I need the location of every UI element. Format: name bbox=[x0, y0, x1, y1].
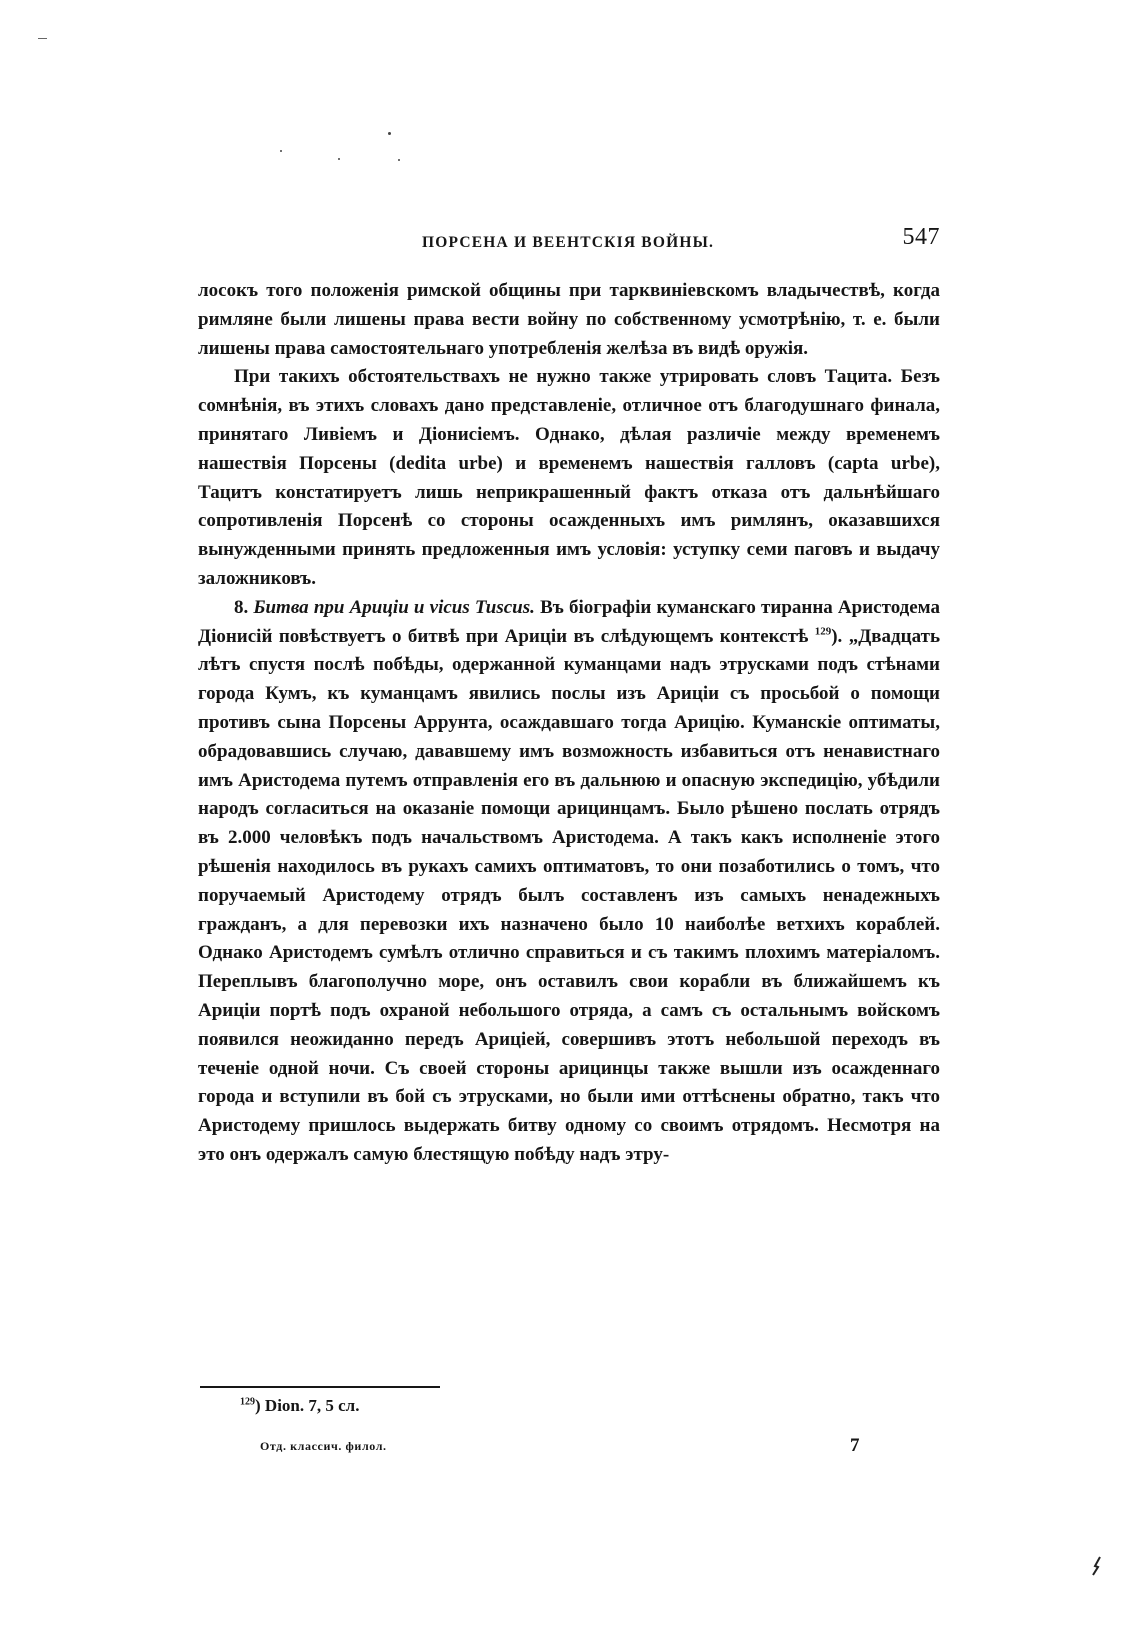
scan-speck bbox=[280, 150, 282, 152]
running-head bbox=[198, 222, 940, 256]
scan-artifact-dash bbox=[38, 38, 47, 39]
footnote-reference: 129 bbox=[814, 625, 832, 638]
signature-text: Отд. классич. филол. bbox=[260, 1439, 387, 1453]
scan-corner-mark bbox=[1092, 1556, 1102, 1576]
scan-speck bbox=[338, 158, 340, 160]
footnote bbox=[240, 1395, 359, 1417]
paragraph-1: лосокъ того положенія римской общины при тарквиніевскомъ владычествѣ, когда римляне были лишены права вести войну по собственному усмотрѣнію, т. е. были лишены права самостоятельнаго употребленія желѣза въ видѣ оружія. bbox=[198, 280, 940, 359]
signature-mark: 7 bbox=[850, 1435, 860, 1456]
paragraph-3 bbox=[198, 594, 940, 1170]
footnote-text: ) Dion. 7, 5 сл. bbox=[255, 1396, 360, 1415]
signature-line bbox=[198, 1435, 940, 1461]
paragraph-3-text-b: ). „Двадцать лѣтъ спустя послѣ побѣды, одержанной куманцами надъ этрусками подъ стѣнами города Кумъ, къ куманцамъ явились послы изъ Ариціи съ просьбой о помощи противъ сына Порсены Аррунта, осаждавшаго тогда Арицію. Куманскіе оптиматы, обрадовавшись случаю, дававшему имъ возможность избавиться отъ ненавистнаго имъ Аристодема путемъ отправленія его въ дальнюю и опасную экспедицію, убѣдили народъ согласиться на оказаніе помощи арицинцамъ. Было рѣшено послать отрядъ въ 2.000 человѣкъ подъ начальствомъ Аристодема. А такъ какъ исполненіе этого рѣшенія находилось въ рукахъ самихъ оптиматовъ, то они позаботились о томъ, что поручаемый Аристодему отрядъ былъ составленъ изъ самыхъ ненадежныхъ гражданъ, а для перевозки ихъ назначено было 10 наиболѣе ветхихъ кораблей. Однако Аристодемъ сумѣлъ отлично справиться и съ такимъ плохимъ матеріаломъ. Переплывъ благополучно море, онъ оставилъ свои корабли въ ближайшемъ къ Ариціи портѣ подъ охраной небольшого отряда, а самъ съ остальнымъ войскомъ появился неожиданно передъ Ариціей, совершивъ этотъ небольшой переходъ въ теченіе одной ночи. Съ своей стороны арицинцы также вышли изъ осажденнаго города и вступили въ бой съ этрусками, но были ими оттѣснены обратно, такъ что Аристодему пришлось выдержать битву одному со своимъ отрядомъ. Несмотря на это онъ одержалъ самую блестящую побѣду надъ этру- bbox=[198, 625, 941, 1165]
page-number: 547 bbox=[902, 224, 940, 250]
footnote-divider bbox=[200, 1386, 440, 1388]
scan-speck bbox=[388, 132, 391, 135]
paragraph-3-text-a: Въ біографіи куманскаго тиранна Аристодема Діонисій повѣствуетъ о битвѣ при Ариціи въ слѣдующемъ контекстѣ bbox=[198, 596, 940, 647]
running-head-title: ПОРСЕНА И ВЕЕНТСКІЯ ВОЙНЫ. bbox=[422, 234, 715, 251]
section-title: Битва при Ариціи и vicus Tuscus. bbox=[253, 596, 535, 618]
footnote-marker: 129 bbox=[240, 1396, 255, 1408]
body-text bbox=[198, 277, 940, 1170]
scan-speck bbox=[398, 159, 400, 161]
paragraph-2: При такихъ обстоятельствахъ не нужно также утрировать словъ Тацита. Безъ сомнѣнія, въ этихъ словахъ дано представленіе, отличное отъ благодушнаго финала, принятаго Ливіемъ и Діонисіемъ. Однако, дѣлая различіе между временемъ нашествія Порсены (dedita urbe) и временемъ нашествія галловъ (capta urbe), Тацитъ констатируетъ лишь неприкрашенный фактъ отказа отъ дальнѣйшаго сопротивленія Порсенѣ со стороны осажденныхъ имъ римлянъ, оказавшихся вынужденными принять предложенныя имъ условія: уступку семи паговъ и выдачу заложниковъ. bbox=[198, 366, 940, 589]
section-number: 8. bbox=[234, 596, 249, 618]
